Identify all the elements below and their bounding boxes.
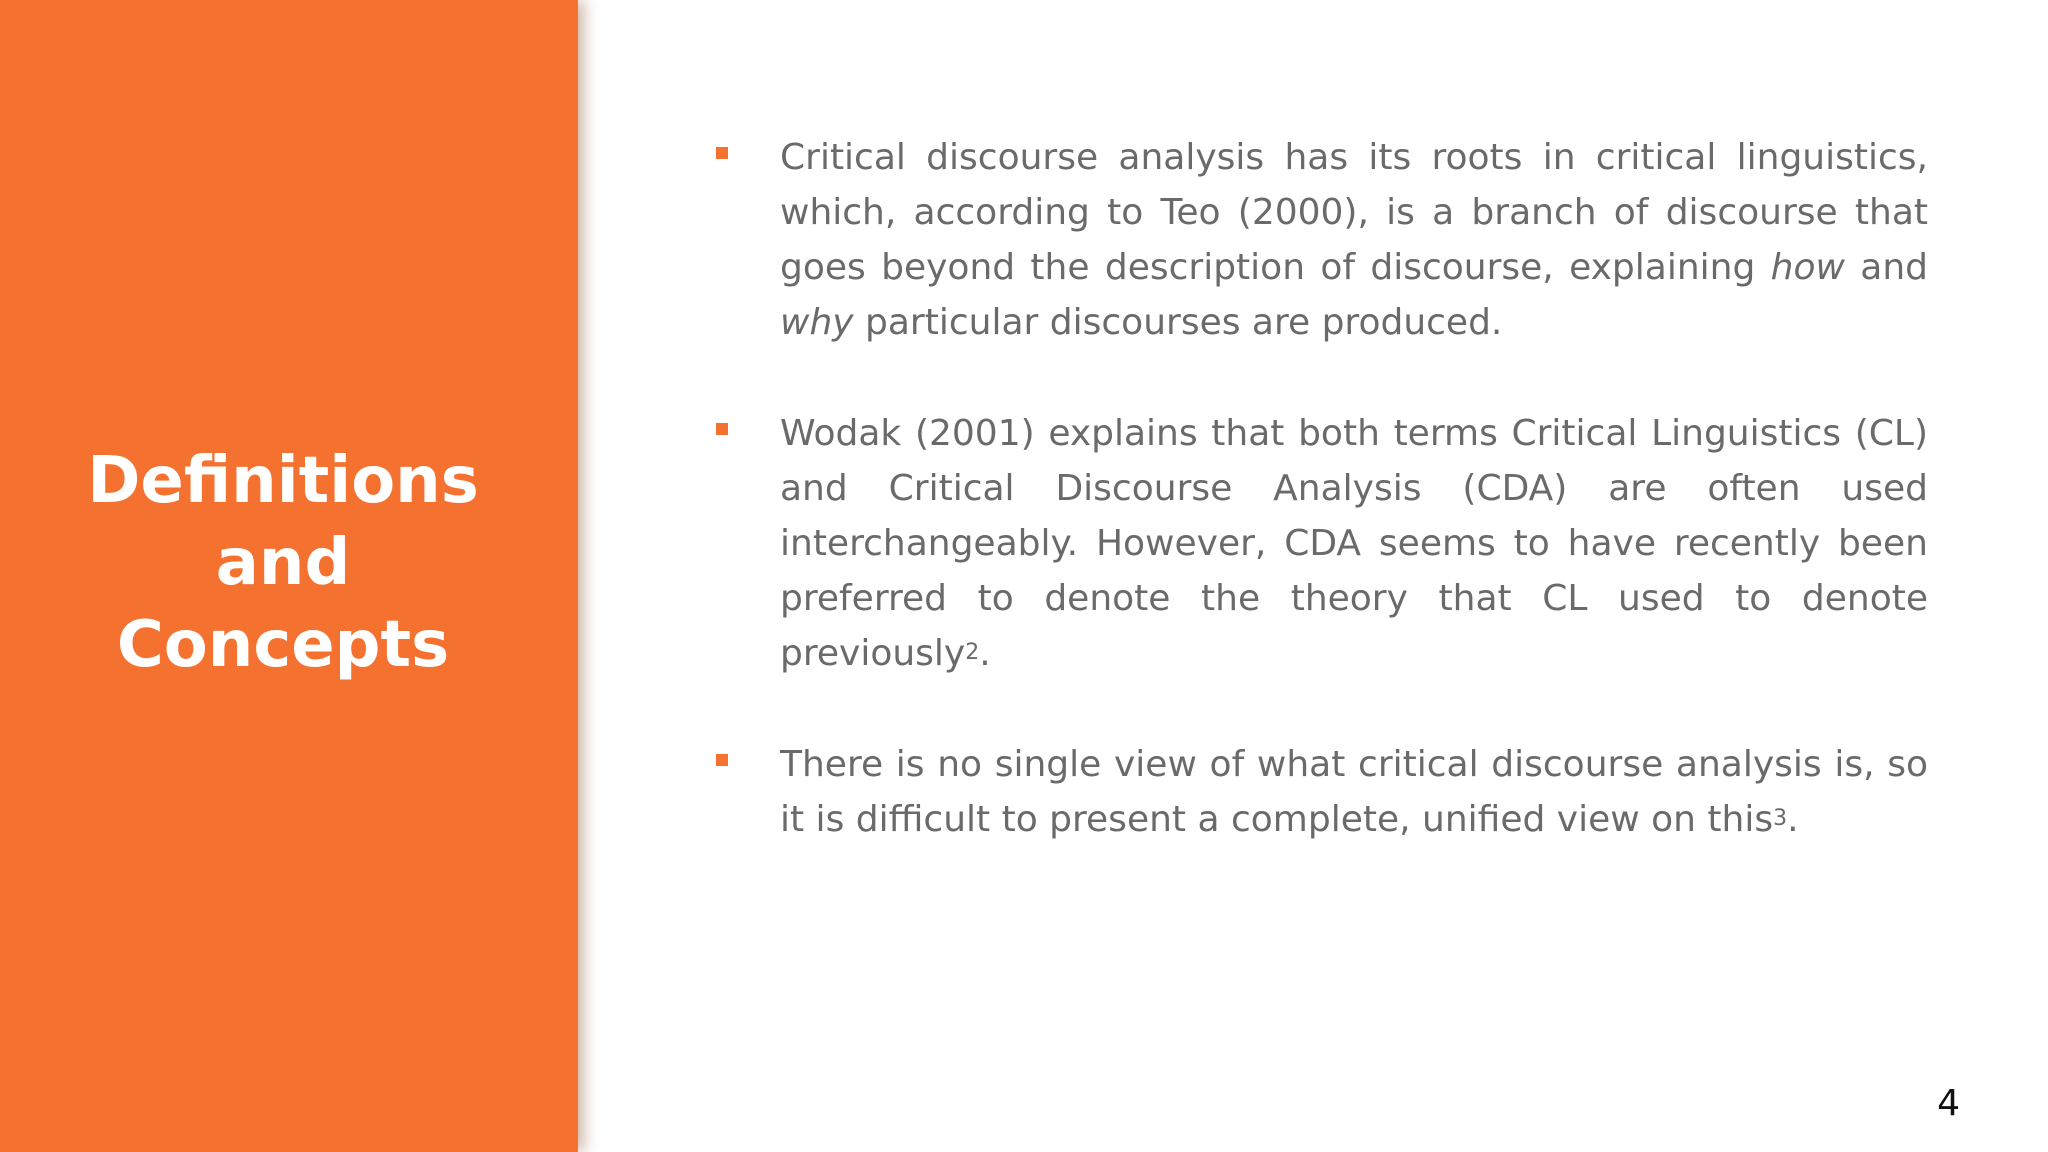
- page-number: 4: [1937, 1083, 1960, 1124]
- square-bullet-icon: [716, 754, 728, 766]
- slide-title-line: Concepts: [116, 608, 450, 682]
- slide-title-line: Definitions: [87, 444, 479, 518]
- bullet-text: particular discourses are produced.: [853, 302, 1503, 343]
- bullet-text: .: [1787, 799, 1799, 840]
- square-bullet-icon: [716, 423, 728, 435]
- slide-title: [0, 440, 566, 686]
- bullet-text: Wodak (2001) explains that both terms Critical Linguistics (CL) and Critical Discourse Analysis (CDA) are often used interchangeably. However, CDA seems to have recently been preferred to denote the theory that CL used to denote previously: [780, 413, 1928, 674]
- bullet-italic: why: [780, 302, 854, 343]
- bullet-text: and: [1844, 247, 1928, 288]
- footnote-marker: 3: [1773, 806, 1788, 831]
- footnote-marker: 2: [965, 640, 980, 665]
- bullet-italic: how: [1770, 247, 1845, 288]
- bullet-text: .: [979, 633, 991, 674]
- bullet-list: [716, 130, 1928, 903]
- bullet-item: [716, 130, 1928, 350]
- bullet-text: There is no single view of what critical discourse analysis is, so it is difficult to present a complete, unified view on this: [780, 744, 1928, 840]
- bullet-item: [716, 406, 1928, 681]
- square-bullet-icon: [716, 147, 728, 159]
- bullet-text: Critical discourse analysis has its roots in critical linguistics, which, according to Teo (2000), is a branch of discourse that goes beyond the description of discourse, explaining: [780, 137, 1928, 288]
- title-panel: [0, 0, 578, 1152]
- bullet-item: [716, 737, 1928, 847]
- slide-title-line: and: [215, 526, 351, 600]
